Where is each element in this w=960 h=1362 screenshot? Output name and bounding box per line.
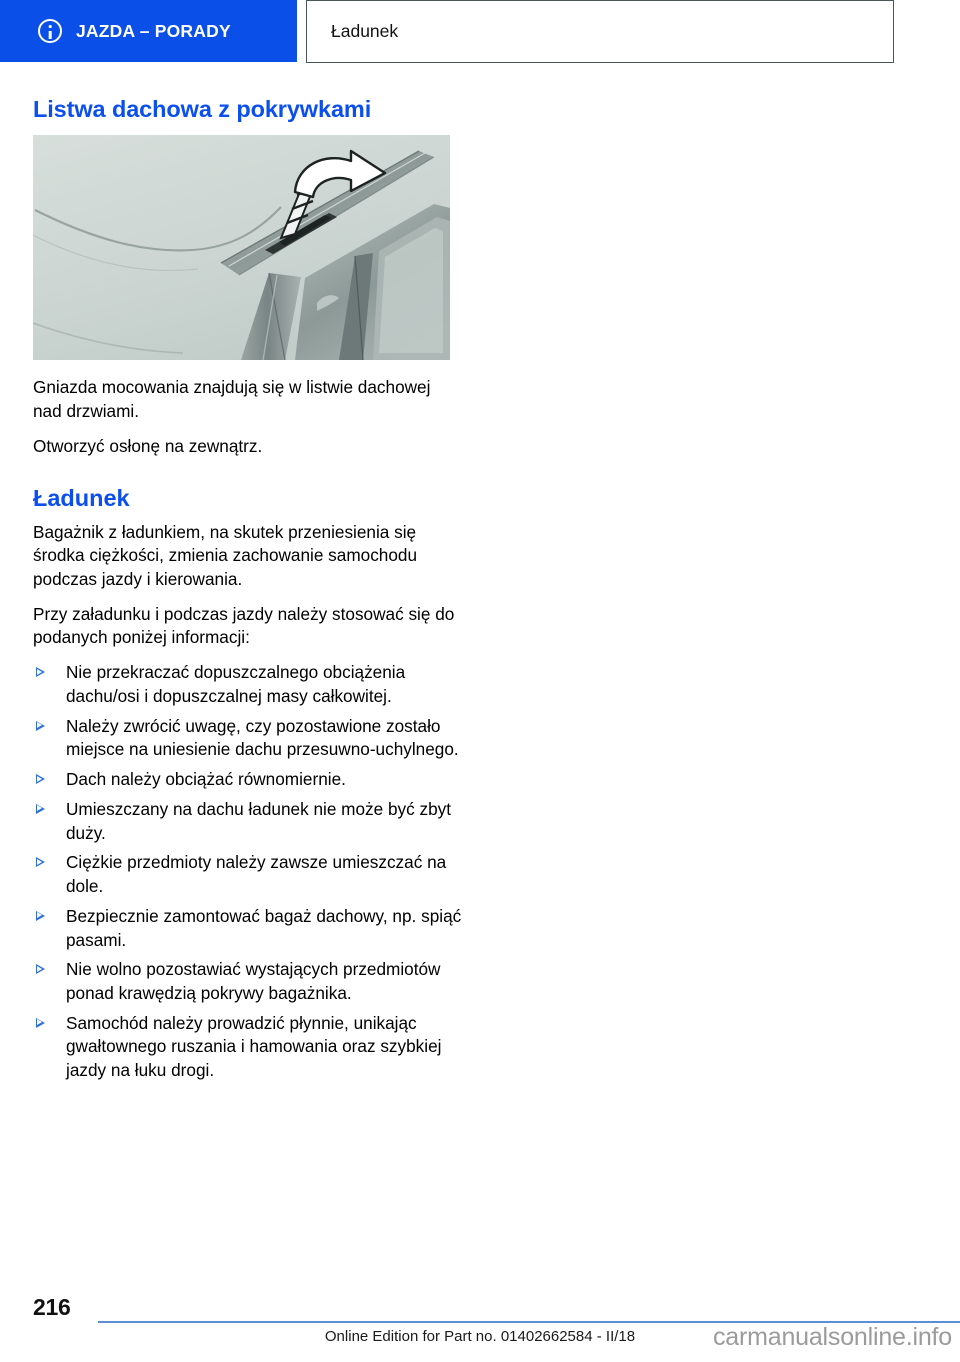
intro-paragraph-1: Gniazda mocowania znajdują się w listwie dachowej nad drzwiami.	[33, 377, 431, 422]
intro-paragraph-2: Otworzyć osłonę na zewnątrz.	[33, 435, 263, 456]
triangle-bullet-icon	[36, 964, 45, 974]
page-footer	[0, 1290, 960, 1362]
list-item-text: Samochód należy prowadzić płynnie, unikając gwałtownego ruszania i hamowania oraz szybkiej jazdy na łuku drogi.	[66, 1012, 442, 1081]
edition-note: Online Edition for Part no. 01402662584 - II/18	[324, 1328, 636, 1345]
site-watermark: carmanualsonline.info	[712, 1323, 952, 1351]
page-content	[33, 96, 463, 1089]
triangle-bullet-icon	[36, 1018, 45, 1028]
list-item	[33, 905, 463, 952]
triangle-bullet-icon	[36, 804, 45, 814]
cargo-guidelines-list	[33, 661, 463, 1083]
list-item	[33, 798, 463, 845]
triangle-bullet-icon	[36, 857, 45, 867]
chapter-label: JAZDA – PORADY	[76, 20, 231, 41]
triangle-bullet-icon	[36, 911, 45, 921]
page-header	[0, 0, 894, 64]
section-label: Ładunek	[331, 21, 399, 41]
triangle-bullet-icon	[36, 774, 45, 784]
section-paragraph-2: Przy załadunku i podczas jazdy należy stosować się do podanych poniżej informacji:	[33, 603, 455, 648]
page-number: 216	[33, 1294, 71, 1320]
triangle-bullet-icon	[36, 721, 45, 731]
list-item	[33, 1012, 463, 1083]
chapter-tab[interactable]	[0, 0, 297, 62]
section-tab[interactable]	[306, 0, 894, 63]
triangle-bullet-icon	[36, 667, 45, 677]
list-item-text: Bezpiecznie zamontować bagaż dachowy, np. spiąć pasami.	[66, 905, 462, 950]
list-item	[33, 768, 463, 792]
page-title: Listwa dachowa z pokrywkami	[33, 96, 372, 122]
roof-rail-cover-illustration	[33, 135, 450, 360]
info-circle-icon	[38, 19, 62, 43]
section-paragraph-1: Bagażnik z ładunkiem, na skutek przeniesienia się środka ciężkości, zmienia zachowanie samochodu podczas jazdy i kierowania.	[33, 521, 418, 589]
list-item-text: Należy zwrócić uwagę, czy pozostawione zostało miejsce na uniesienie dachu przesuwno-uchylnego.	[66, 715, 459, 760]
list-item-text: Dach należy obciążać równomiernie.	[66, 769, 346, 790]
list-item	[33, 661, 463, 708]
list-item-text: Nie wolno pozostawiać wystających przedmiotów ponad krawędzią pokrywy bagażnika.	[66, 959, 441, 1004]
roof-rail-figure-svg	[33, 135, 450, 360]
list-item	[33, 958, 463, 1005]
list-item	[33, 851, 463, 898]
section-heading: Ładunek	[33, 484, 130, 511]
list-item-text: Ciężkie przedmioty należy zawsze umieszczać na dole.	[66, 852, 447, 897]
list-item	[33, 715, 463, 762]
list-item-text: Umieszczany na dachu ładunek nie może być zbyt duży.	[66, 798, 452, 843]
list-item-text: Nie przekraczać dopuszczalnego obciążenia dachu/osi i dopuszczalnej masy całkowitej.	[66, 662, 406, 706]
